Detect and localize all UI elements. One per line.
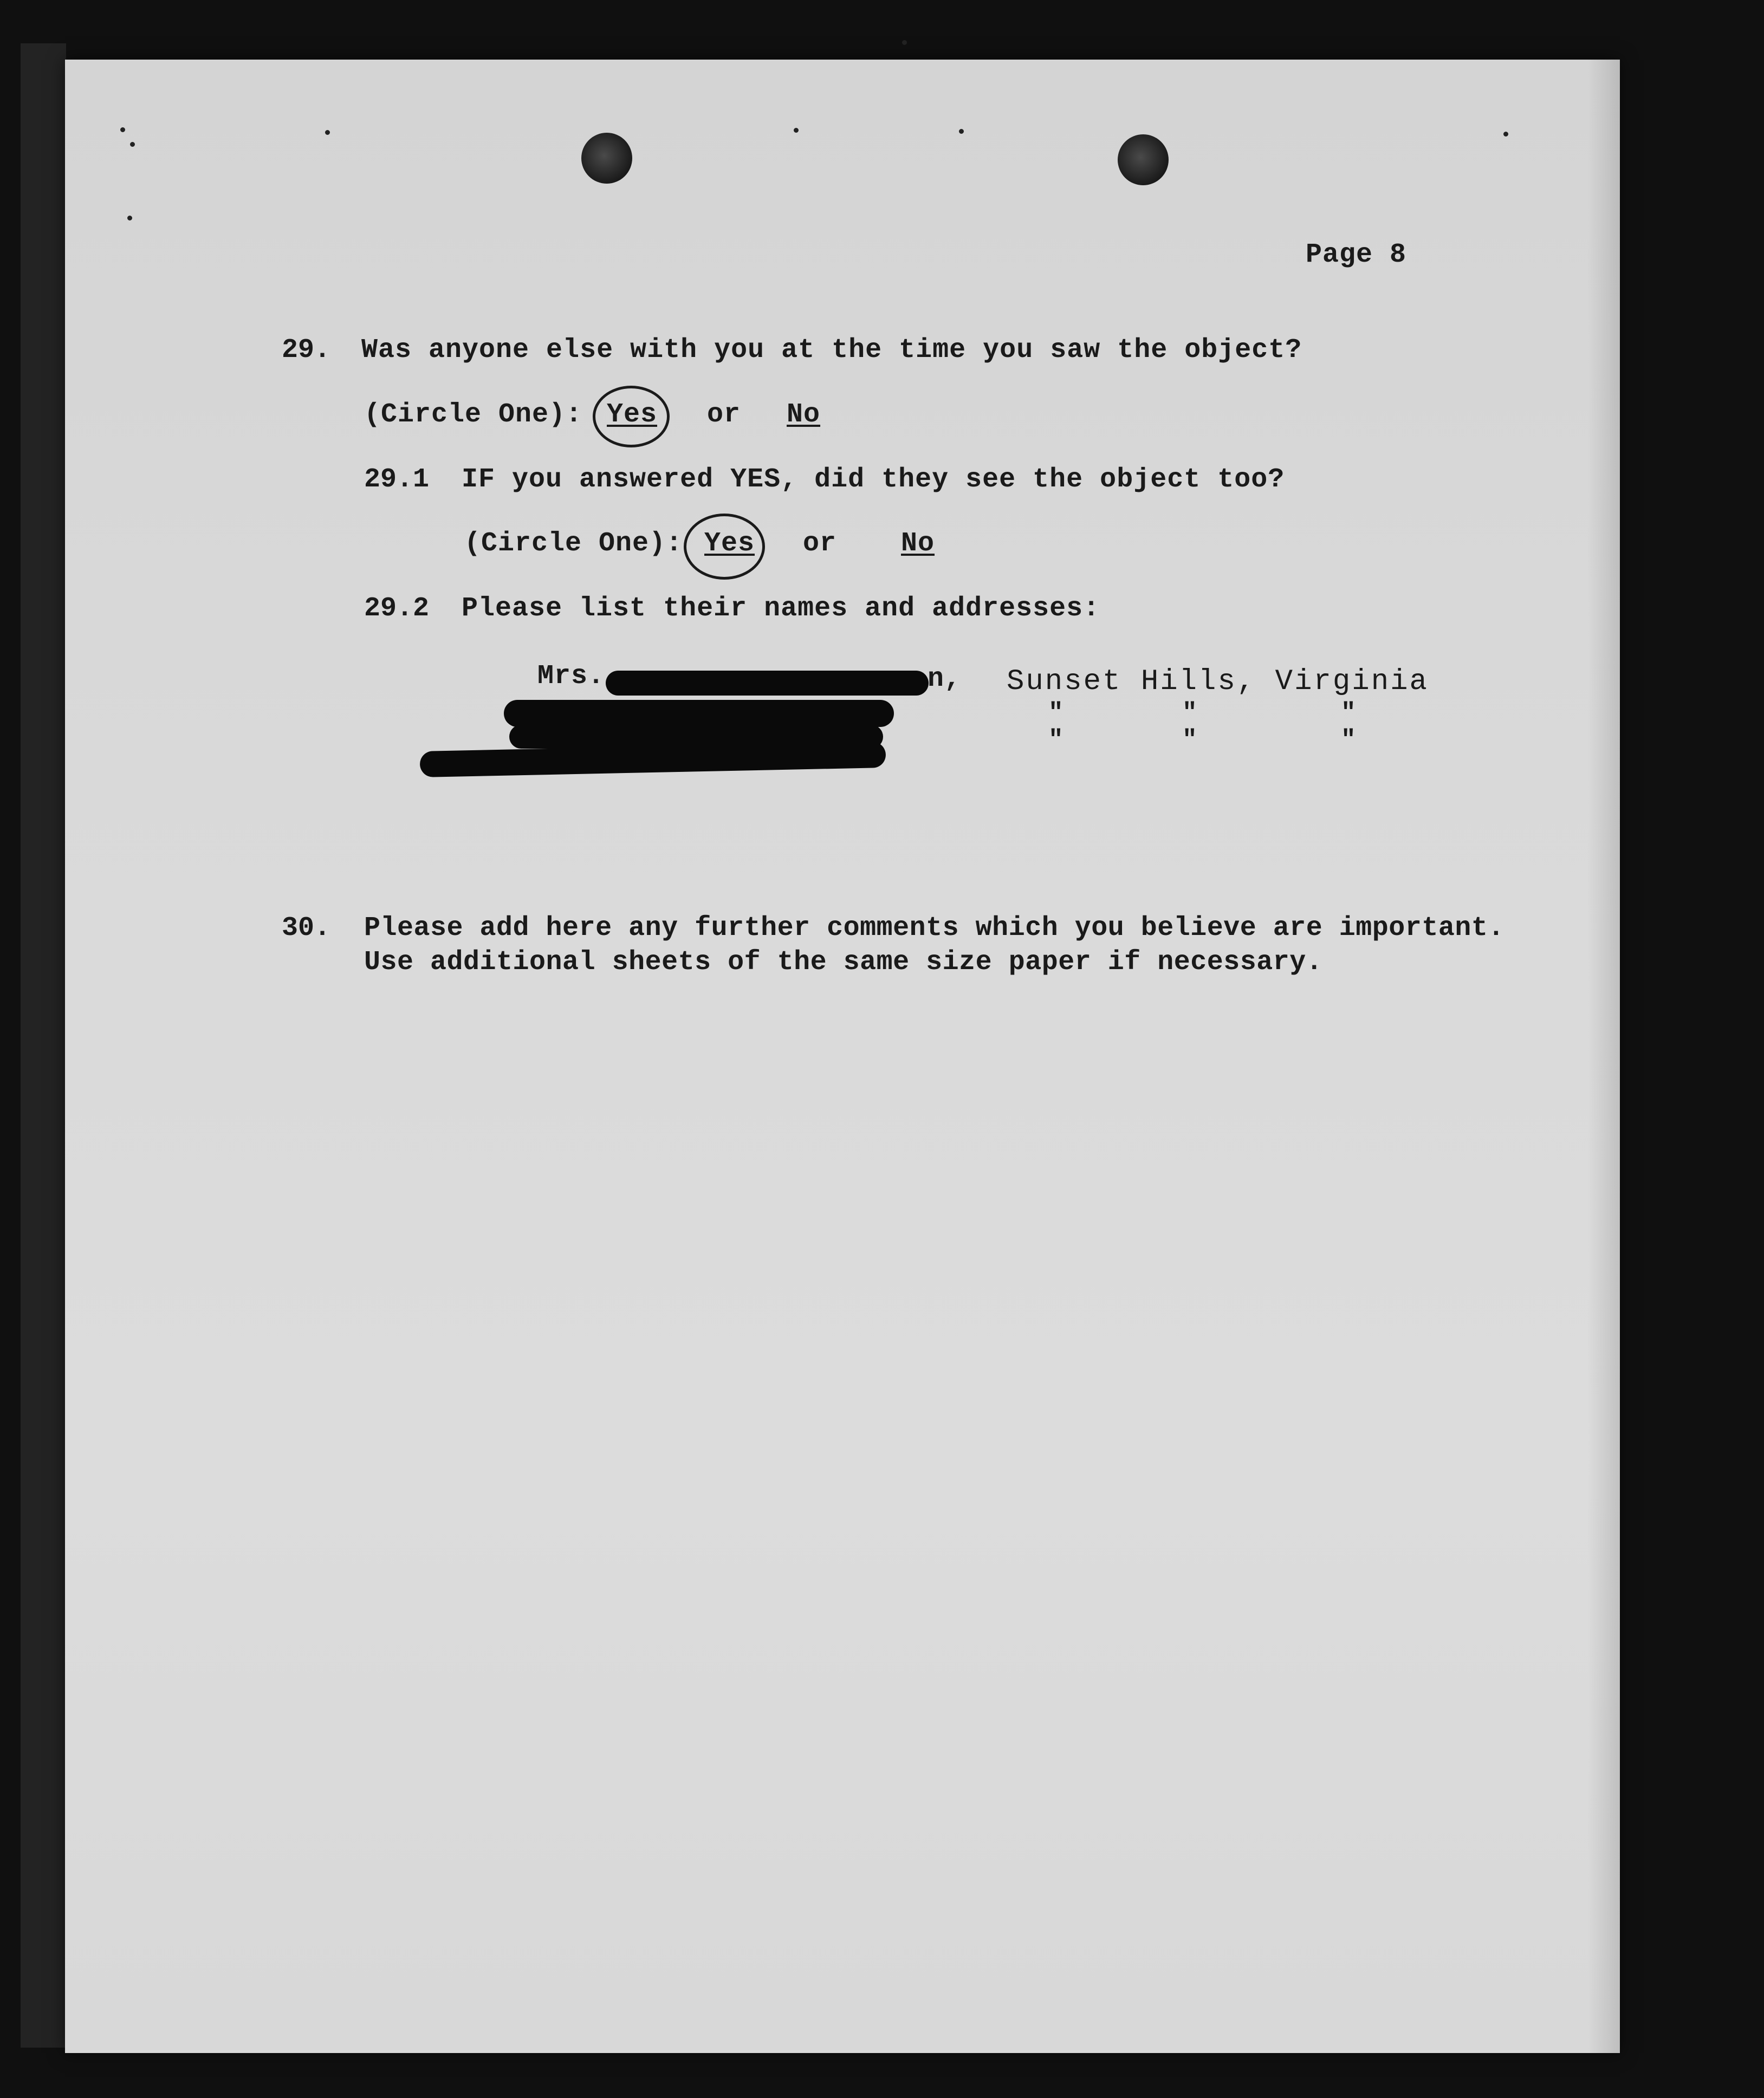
question-29-1-yes-option[interactable]: Yes (704, 528, 755, 559)
question-29-1-number: 29.1 (364, 464, 430, 495)
question-29-circle-prompt: (Circle One): (364, 399, 583, 430)
question-29-yes-circle (593, 386, 670, 447)
question-29-2-number: 29.2 (364, 593, 430, 624)
question-30-number: 30. (282, 913, 331, 944)
dust-speck (120, 127, 125, 132)
question-29-yes-option[interactable]: Yes (607, 399, 658, 430)
film-edge (21, 43, 66, 2048)
question-29-2-text: Please list their names and addresses: (462, 593, 1100, 624)
question-29-text: Was anyone else with you at the time you saw the object? (361, 335, 1302, 366)
witness-name-suffix: n, (928, 664, 962, 694)
question-29-number: 29. (282, 335, 331, 366)
ditto-mark: " (1182, 699, 1197, 727)
dust-speck (959, 129, 964, 134)
question-29-1-or: or (803, 528, 837, 559)
question-29-no-option[interactable]: No (787, 399, 821, 430)
page-number: Page 8 (1306, 239, 1407, 270)
question-30-line2: Use additional sheets of the same size paper if necessary. (364, 947, 1323, 978)
page-shadow (1587, 60, 1620, 2053)
question-29-1-no-option[interactable]: No (901, 528, 935, 559)
ditto-mark: " (1182, 726, 1197, 754)
dust-speck (1503, 132, 1508, 137)
punch-hole-left (581, 133, 632, 184)
ditto-mark: " (1048, 726, 1063, 754)
witness-location: Sunset Hills, Virginia (1007, 665, 1429, 698)
dust-speck (902, 40, 907, 45)
question-30-line1: Please add here any further comments which you believe are important. (364, 913, 1504, 944)
dust-speck (130, 142, 135, 147)
ditto-mark: " (1341, 699, 1356, 727)
witness-name-prefix: Mrs. (537, 661, 605, 692)
question-29-1-yes-circle (684, 514, 765, 580)
question-29-1-text: IF you answered YES, did they see the object too? (462, 464, 1285, 495)
redaction-bar (504, 700, 894, 727)
dust-speck (127, 216, 132, 220)
punch-hole-right (1118, 134, 1169, 185)
redaction-bar (606, 671, 929, 696)
ditto-mark: " (1341, 726, 1356, 754)
ditto-mark: " (1048, 699, 1063, 727)
dust-speck (794, 128, 799, 133)
question-29-or: or (707, 399, 741, 430)
dust-speck (325, 130, 330, 135)
question-29-1-circle-prompt: (Circle One): (464, 528, 683, 559)
